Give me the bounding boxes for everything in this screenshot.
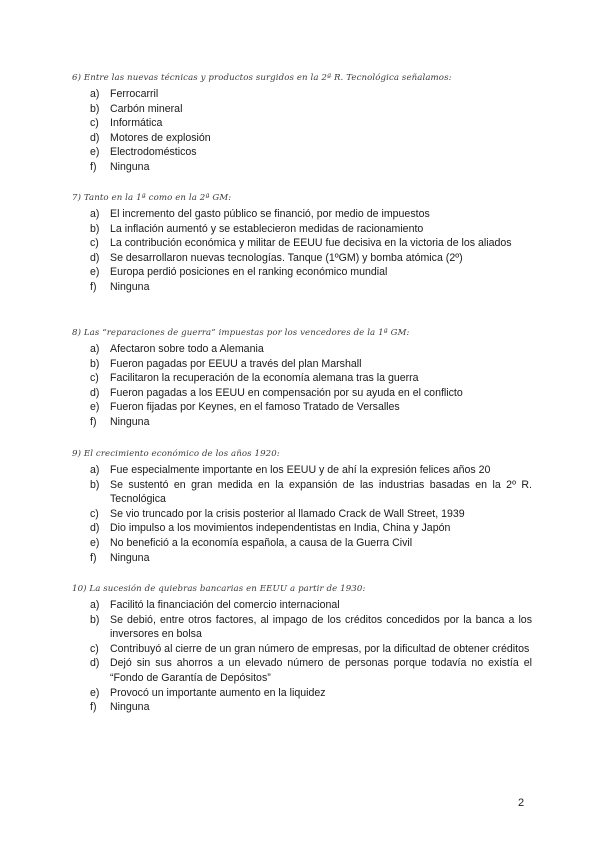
option-item bbox=[72, 160, 532, 175]
option-letter: e) bbox=[90, 266, 100, 279]
question-title: 7) Tanto en la 1ª como en la 2ª GM: bbox=[72, 193, 232, 203]
page-number: 2 bbox=[518, 797, 525, 809]
question-7 bbox=[72, 193, 532, 295]
option-text: Se sustentó en gran medida en la expansión de las industrias basadas en la 2º R. Tecnológica bbox=[110, 478, 532, 506]
option-letter: b) bbox=[90, 357, 100, 370]
option-letter: e) bbox=[90, 146, 100, 159]
question-title: 9) El crecimiento económico de los años 1920: bbox=[72, 449, 280, 459]
option-letter: a) bbox=[90, 208, 100, 220]
option-item bbox=[72, 642, 532, 657]
option-text: Ninguna bbox=[110, 280, 150, 293]
options-list bbox=[72, 598, 532, 715]
option-text: Fue especialmente importante en los EEUU y de ahí la expresión felices años 20 bbox=[110, 464, 491, 476]
option-letter: f) bbox=[90, 415, 97, 428]
option-text: Carbón mineral bbox=[110, 102, 183, 115]
option-text: Afectaron sobre todo a Alemania bbox=[110, 343, 264, 355]
option-text: Dio impulso a los movimientos independentistas en India, China y Japón bbox=[110, 522, 451, 535]
option-text: Ninguna bbox=[110, 551, 150, 564]
option-text: La contribución económica y militar de EEUU fue decisiva en la victoria de los aliados bbox=[110, 237, 512, 250]
option-item bbox=[72, 357, 532, 372]
question-8 bbox=[72, 328, 532, 430]
option-letter: b) bbox=[90, 613, 100, 626]
option-text: Dejó sin sus ahorros a un elevado número de personas porque todavía no existía el “Fondo de Garantía de Depósitos” bbox=[110, 657, 532, 684]
option-text: Se desarrollaron nuevas tecnologías. Tanque (1ºGM) y bomba atómica (2º) bbox=[110, 251, 463, 264]
option-text: Informática bbox=[110, 117, 163, 130]
option-text: Ninguna bbox=[110, 415, 150, 428]
option-letter: c) bbox=[90, 372, 99, 385]
option-letter: e) bbox=[90, 536, 100, 549]
options-list bbox=[72, 207, 532, 295]
option-item bbox=[72, 686, 532, 701]
option-text: Se vio truncado por la crisis posterior al llamado Crack de Wall Street, 1939 bbox=[110, 507, 465, 520]
option-item bbox=[72, 400, 532, 415]
option-letter: a) bbox=[90, 343, 100, 355]
option-letter: f) bbox=[90, 160, 97, 173]
option-text: Ninguna bbox=[110, 701, 150, 714]
option-text: Facilitaron la recuperación de la economía alemana tras la guerra bbox=[110, 372, 419, 385]
option-item bbox=[72, 521, 532, 536]
option-item bbox=[72, 342, 532, 357]
option-item bbox=[72, 507, 532, 522]
option-item bbox=[72, 598, 532, 613]
option-item bbox=[72, 415, 532, 430]
option-item bbox=[72, 478, 532, 507]
option-letter: d) bbox=[90, 131, 100, 144]
option-letter: a) bbox=[90, 599, 100, 611]
option-item bbox=[72, 463, 532, 478]
option-letter: e) bbox=[90, 686, 100, 699]
option-letter: a) bbox=[90, 464, 100, 476]
option-item bbox=[72, 386, 532, 401]
option-item bbox=[72, 131, 532, 146]
option-letter: f) bbox=[90, 280, 97, 293]
option-text: Contribuyó al cierre de un gran número de empresas, por la dificultad de obtener créditos bbox=[110, 642, 530, 655]
option-text: El incremento del gasto público se financió, por medio de impuestos bbox=[110, 208, 430, 220]
option-letter: c) bbox=[90, 507, 99, 520]
option-item bbox=[72, 656, 532, 685]
option-letter: b) bbox=[90, 222, 100, 235]
option-text: Electrodomésticos bbox=[110, 146, 197, 159]
option-text: Europa perdió posiciones en el ranking económico mundial bbox=[110, 266, 388, 279]
question-title: 10) La sucesión de quiebras bancarias en EEUU a partir de 1930: bbox=[72, 584, 366, 594]
option-item bbox=[72, 207, 532, 222]
option-item bbox=[72, 145, 532, 160]
question-9 bbox=[72, 449, 532, 565]
option-letter: c) bbox=[90, 642, 99, 655]
option-letter: e) bbox=[90, 401, 100, 414]
option-letter: f) bbox=[90, 551, 97, 564]
option-item bbox=[72, 265, 532, 280]
question-title: 6) Entre las nuevas técnicas y productos surgidos en la 2ª R. Tecnológica señalamos: bbox=[72, 73, 452, 83]
options-list bbox=[72, 87, 532, 175]
option-item bbox=[72, 87, 532, 102]
option-item bbox=[72, 536, 532, 551]
option-item bbox=[72, 102, 532, 117]
options-list bbox=[72, 342, 532, 430]
option-letter: b) bbox=[90, 102, 100, 115]
option-text: Fueron fijadas por Keynes, en el famoso Tratado de Versalles bbox=[110, 401, 400, 414]
option-item bbox=[72, 371, 532, 386]
option-item bbox=[72, 551, 532, 566]
option-item bbox=[72, 280, 532, 295]
option-text: Ninguna bbox=[110, 160, 150, 173]
option-letter: d) bbox=[90, 522, 100, 535]
option-letter: a) bbox=[90, 88, 100, 100]
option-item bbox=[72, 613, 532, 642]
option-item bbox=[72, 116, 532, 131]
option-letter: c) bbox=[90, 117, 99, 130]
option-text: Provocó un importante aumento en la liquidez bbox=[110, 686, 326, 699]
option-text: Fueron pagadas por EEUU a través del plan Marshall bbox=[110, 357, 362, 370]
option-text: La inflación aumentó y se establecieron medidas de racionamiento bbox=[110, 222, 424, 235]
option-item bbox=[72, 236, 532, 251]
option-item bbox=[72, 700, 532, 715]
option-letter: f) bbox=[90, 701, 97, 714]
option-text: Se debió, entre otros factores, al impago de los créditos concedidos por la banca a los inversores en bolsa bbox=[110, 613, 532, 641]
question-title: 8) Las “reparaciones de guerra” impuestas por los vencedores de la 1ª GM: bbox=[72, 328, 410, 338]
option-text: No benefició a la economía española, a causa de la Guerra Civil bbox=[110, 536, 413, 549]
option-text: Motores de explosión bbox=[110, 131, 211, 144]
option-letter: d) bbox=[90, 251, 100, 264]
option-letter: d) bbox=[90, 657, 100, 670]
question-6 bbox=[72, 73, 532, 175]
option-item bbox=[72, 251, 532, 266]
option-letter: c) bbox=[90, 237, 99, 250]
option-text: Ferrocarril bbox=[110, 88, 159, 100]
option-text: Facilitó la financiación del comercio internacional bbox=[110, 599, 340, 611]
option-letter: b) bbox=[90, 478, 100, 491]
question-10 bbox=[72, 584, 532, 715]
option-item bbox=[72, 222, 532, 237]
option-text: Fueron pagadas a los EEUU en compensación por su ayuda en el conflicto bbox=[110, 386, 463, 399]
option-letter: d) bbox=[90, 386, 100, 399]
options-list bbox=[72, 463, 532, 565]
